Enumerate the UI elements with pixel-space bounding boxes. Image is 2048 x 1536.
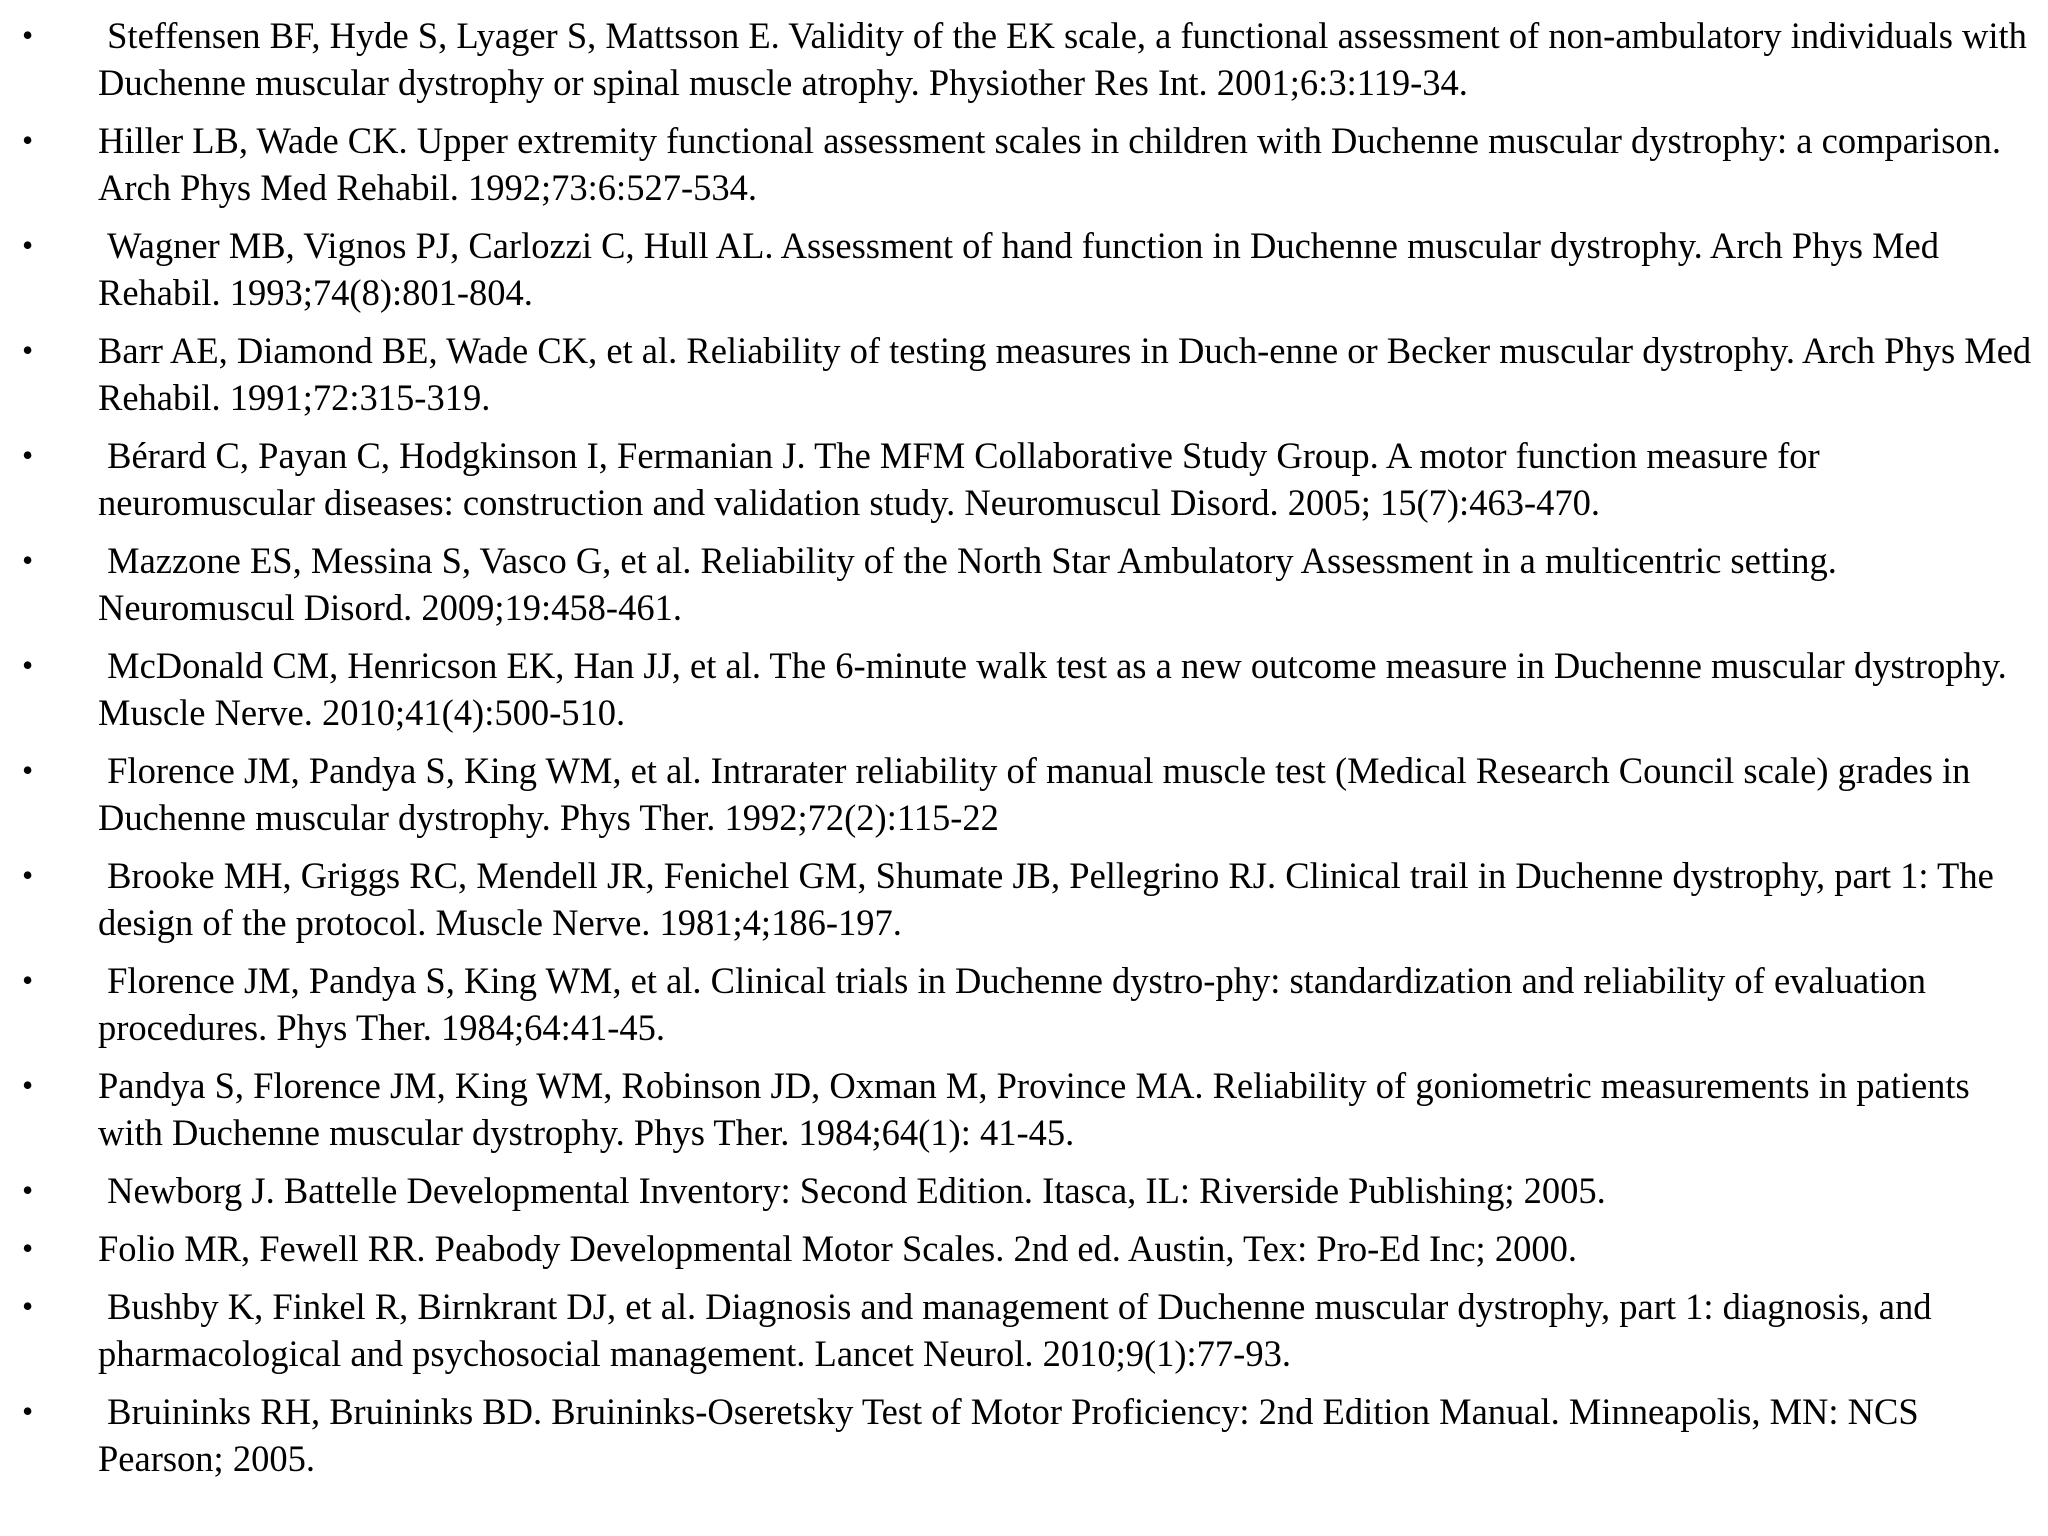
reference-text: Hiller LB, Wade CK. Upper extremity functional assessment scales in children with Duchenne muscular dystrophy: a comparison. Arch Phys Med Rehabil. 1992;73:6:527-534.	[98, 120, 2009, 208]
reference-text: Brooke MH, Griggs RC, Mendell JR, Fenichel GM, Shumate JB, Pellegrino RJ. Clinical trail in Duchenne dystrophy, part 1: The design of the protocol. Muscle Nerve. 1981;4;186-197.	[98, 855, 2003, 943]
reference-list	[0, 12, 2048, 1493]
bullet-icon: •	[22, 1230, 34, 1266]
reference-text: McDonald CM, Henricson EK, Han JJ, et al. The 6-minute walk test as a new outcome measure in Duchenne muscular dystrophy. Muscle Nerve. 2010;41(4):500-510.	[98, 645, 2016, 733]
reference-item	[0, 1388, 2048, 1482]
reference-item	[0, 1225, 2048, 1272]
reference-text: Barr AE, Diamond BE, Wade CK, et al. Reliability of testing measures in Duch-enne or Becker muscular dystrophy. Arch Phys Med Rehabil. 1991;72:315-319.	[98, 330, 2041, 418]
reference-item	[0, 117, 2048, 211]
reference-text: Wagner MB, Vignos PJ, Carlozzi C, Hull AL. Assessment of hand function in Duchenne muscular dystrophy. Arch Phys Med Rehabil. 1993;74(8):801-804.	[98, 225, 1949, 313]
reference-text: Bushby K, Finkel R, Birnkrant DJ, et al. Diagnosis and management of Duchenne muscular dystrophy, part 1: diagnosis, and pharmacological and psychosocial management. Lancet Neurol. 2010;9(1):77-93.	[98, 1286, 1941, 1374]
reference-item	[0, 222, 2048, 316]
reference-text: Florence JM, Pandya S, King WM, et al. Intrarater reliability of manual muscle test (Medical Research Council scale) grades in Duchenne muscular dystrophy. Phys Ther. 1992;72(2):115-22	[98, 750, 1980, 838]
reference-item	[0, 327, 2048, 421]
reference-item	[0, 852, 2048, 946]
reference-text: Bruininks RH, Bruininks BD. Bruininks-Oseretsky Test of Motor Proficiency: 2nd Edition Manual. Minneapolis, MN: NCS Pearson; 2005.	[98, 1391, 1928, 1479]
reference-text: Steffensen BF, Hyde S, Lyager S, Mattsson E. Validity of the EK scale, a functional assessment of non-ambulatory individuals with Duchenne muscular dystrophy or spinal muscle atrophy. Physiother Res Int. 2001;6:3:119-34.	[98, 15, 2037, 103]
reference-item	[0, 1062, 2048, 1156]
reference-item	[0, 747, 2048, 841]
bullet-icon: •	[22, 1288, 34, 1324]
bullet-icon: •	[22, 542, 34, 578]
reference-item	[0, 1167, 2048, 1214]
bullet-icon: •	[22, 17, 34, 53]
bullet-icon: •	[22, 122, 34, 158]
bullet-icon: •	[22, 227, 34, 263]
bullet-icon: •	[22, 752, 34, 788]
reference-item	[0, 12, 2048, 106]
bullet-icon: •	[22, 857, 34, 893]
bullet-icon: •	[22, 1067, 34, 1103]
reference-text: Pandya S, Florence JM, King WM, Robinson JD, Oxman M, Province MA. Reliability of goniometric measurements in patients with Duchenne muscular dystrophy. Phys Ther. 1984;64(1): 41-45.	[98, 1065, 1979, 1153]
reference-text: Mazzone ES, Messina S, Vasco G, et al. Reliability of the North Star Ambulatory Assessment in a multicentric setting. Neuromuscul Disord. 2009;19:458-461.	[98, 540, 1847, 628]
reference-item	[0, 957, 2048, 1051]
reference-text: Folio MR, Fewell RR. Peabody Developmental Motor Scales. 2nd ed. Austin, Tex: Pro-Ed Inc; 2000.	[98, 1228, 1577, 1269]
bullet-icon: •	[22, 1393, 34, 1429]
reference-item	[0, 642, 2048, 736]
reference-item	[0, 432, 2048, 526]
bullet-icon: •	[22, 437, 34, 473]
reference-item	[0, 1283, 2048, 1377]
bullet-icon: •	[22, 332, 34, 368]
bullet-icon: •	[22, 1172, 34, 1208]
reference-item	[0, 537, 2048, 631]
reference-text: Newborg J. Battelle Developmental Inventory: Second Edition. Itasca, IL: Riverside Publishing; 2005.	[98, 1170, 1606, 1211]
reference-text: Bérard C, Payan C, Hodgkinson I, Fermanian J. The MFM Collaborative Study Group. A motor function measure for neuromuscular diseases: construction and validation study. Neuromuscul Disord. 2005; 15(7):463-470.	[98, 435, 1829, 523]
bullet-icon: •	[22, 962, 34, 998]
bullet-icon: •	[22, 647, 34, 683]
reference-text: Florence JM, Pandya S, King WM, et al. Clinical trials in Duchenne dystro-phy: standardization and reliability of evaluation procedures. Phys Ther. 1984;64:41-45.	[98, 960, 1936, 1048]
